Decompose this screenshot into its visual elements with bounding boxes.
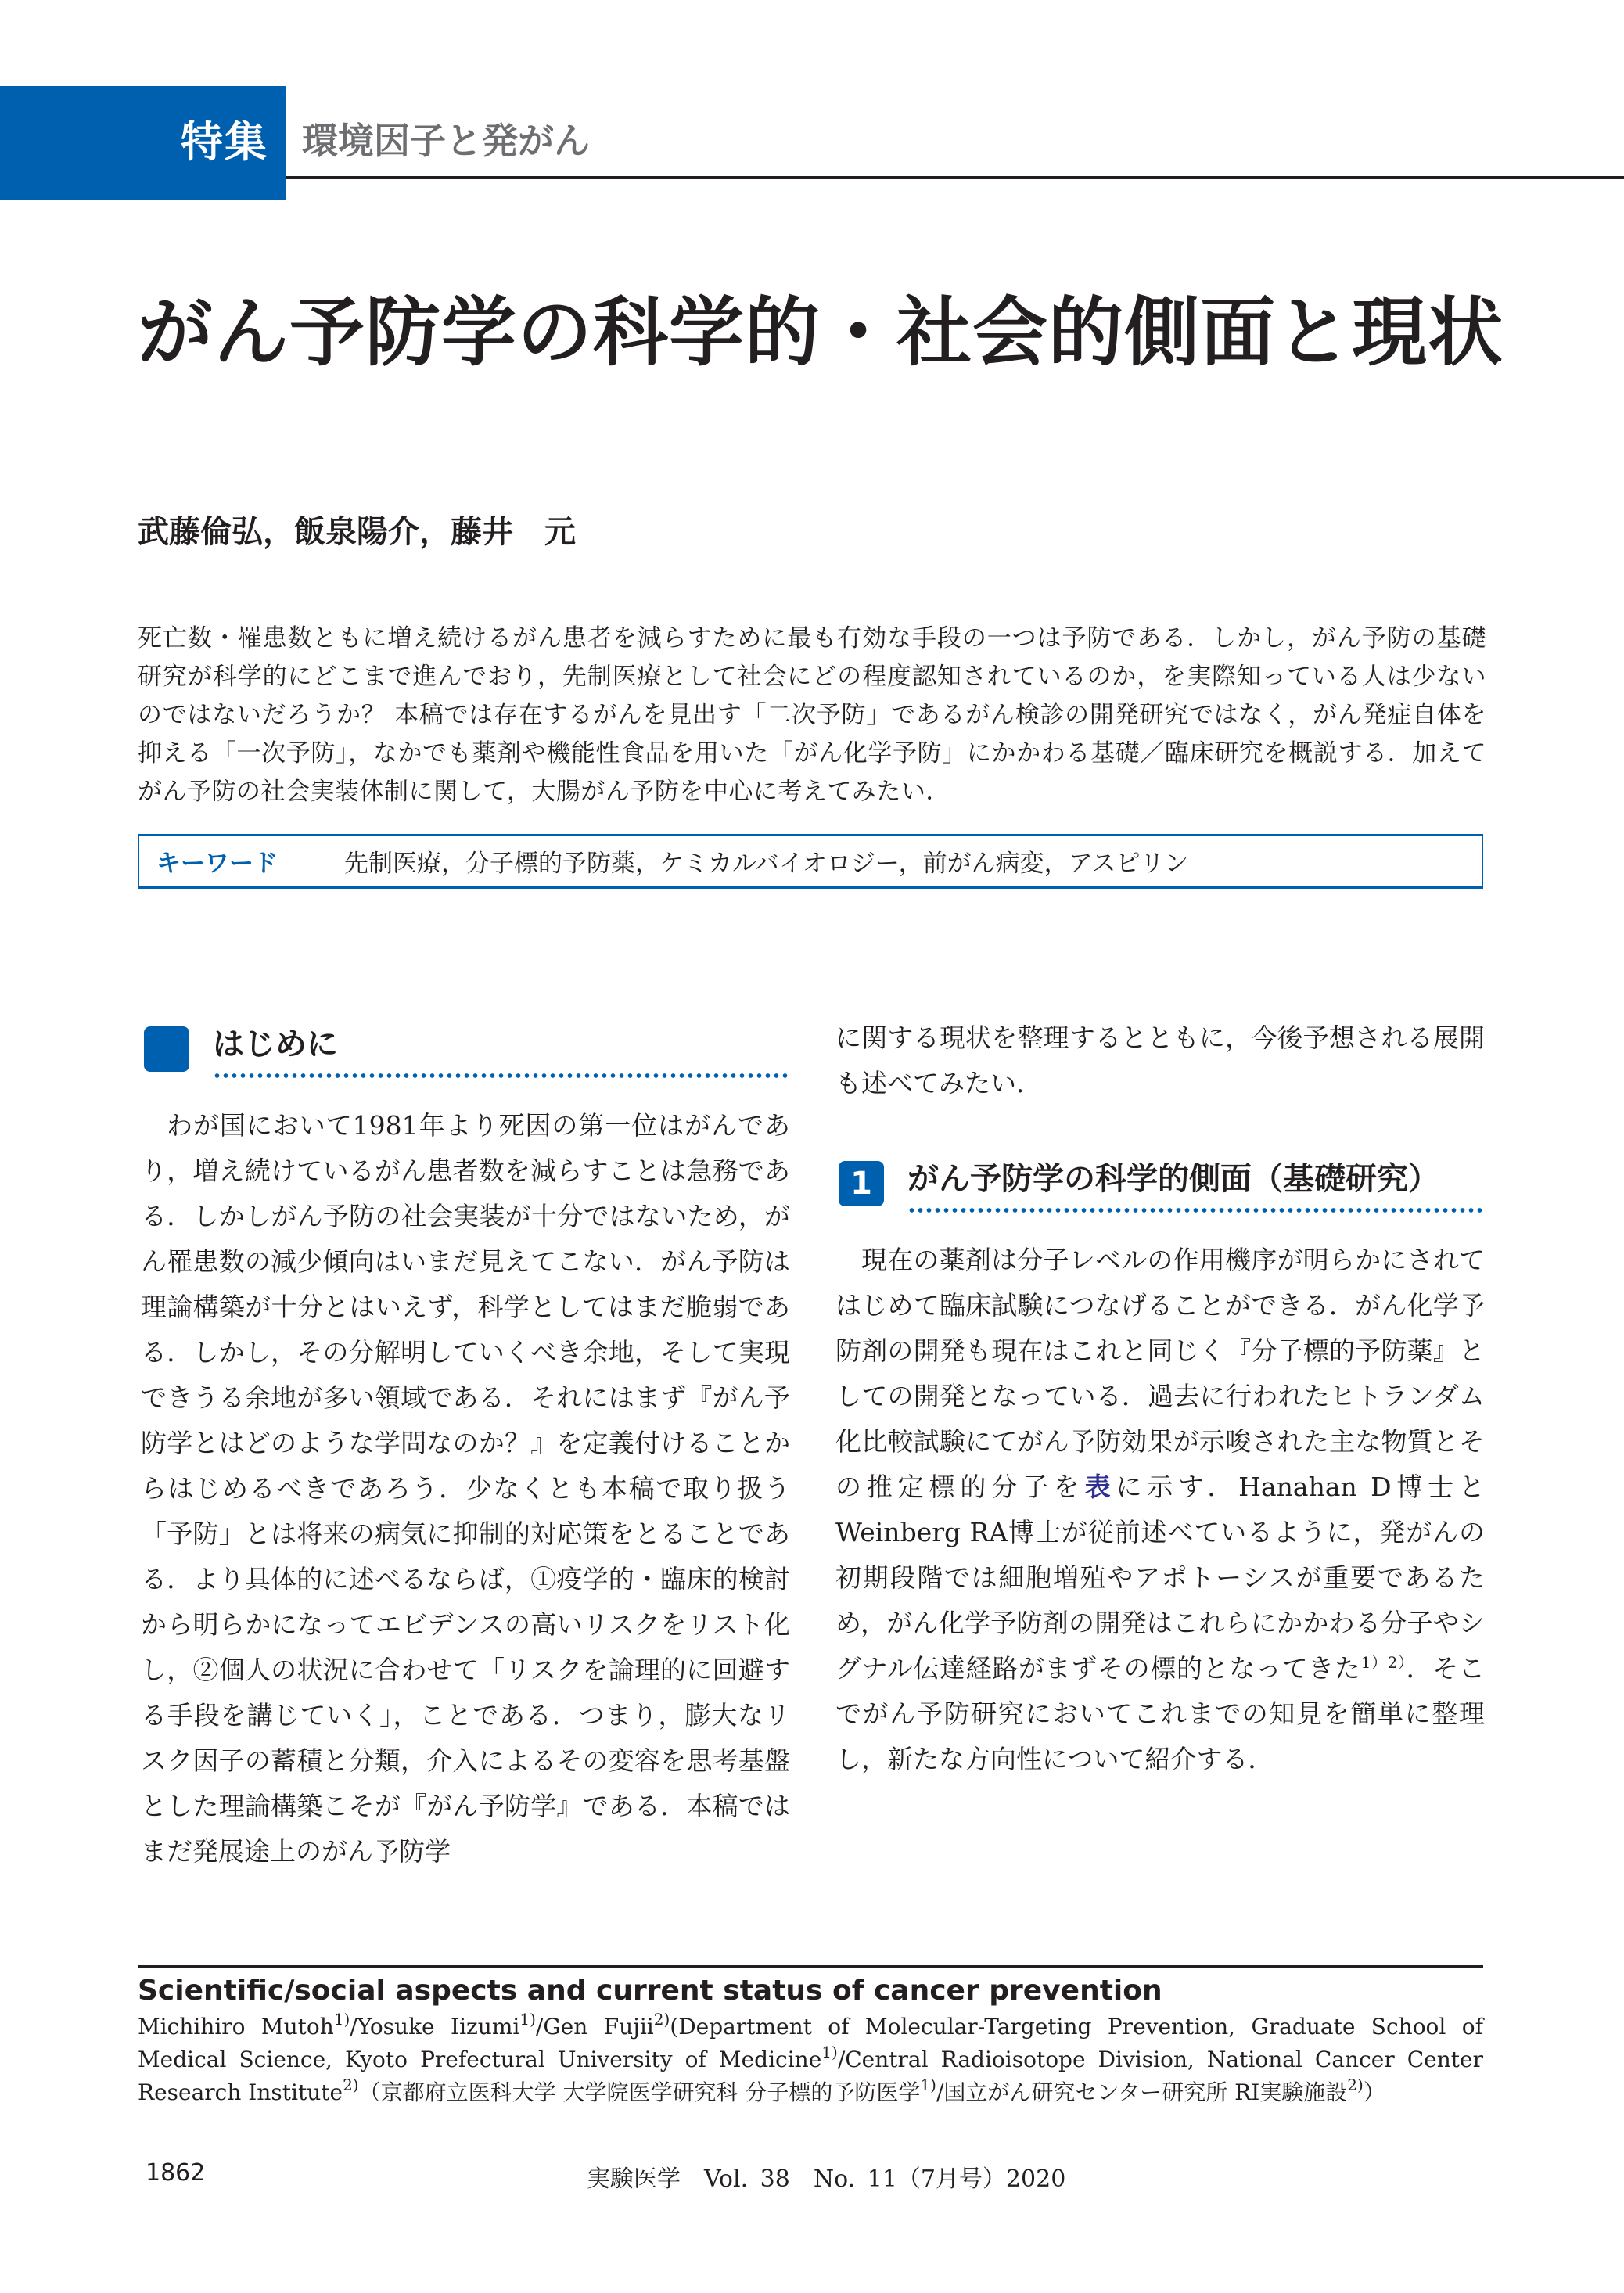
table-reference-link[interactable]: 表: [1084, 1472, 1116, 1502]
affiliation-text: ）: [1363, 2079, 1385, 2105]
english-affiliations: Michihiro Mutoh$^{1)}$/Yosuke Iizumi$^{1)}$/Gen Fujii$^{2)}$(Department of Molecular-Targeting Prevention, Graduate School of Medical Science, Kyoto Prefectural University of Medicine$^{1)}$/Central Radioisotope Division, National Cancer Center Research Institute$^{2)}$（京都府立医科大学 大学院医学研究科 分子標的予防医学$^{1)}$/国立がん研究センター研究所 RI実験施設$^{2)}$）: [138, 2010, 1483, 2105]
feature-label: 特集: [181, 117, 268, 167]
left-column: [141, 1017, 790, 1874]
keyword: ケミカルバイオロジー，: [659, 850, 923, 878]
text-run: 現在の薬剤は分子レベルの作用機序が明らかにされてはじめて臨床試験につなげることができる．がん化学予防剤の開発も現在はこれと同じく『分子標的予防薬』としての開発となっている．過去に行われたヒトランダム化比較試験にてがん予防効果が示唆された主な物質とその推定標的分子を: [835, 1245, 1486, 1502]
section-title: がん予防学の科学的側面（基礎研究）: [907, 1161, 1439, 1197]
article-title: がん予防学の科学的・社会的側面と現状: [138, 289, 1504, 376]
feature-label-block: [0, 86, 286, 200]
paragraph: [835, 1238, 1485, 1782]
affiliation-mark: 1): [519, 2010, 536, 2029]
affiliation-mark: 1): [821, 2043, 838, 2061]
section-body: [835, 1238, 1485, 1782]
right-column: [835, 1017, 1485, 1782]
header-divider: [286, 176, 1624, 179]
dotted-underline: [213, 1073, 790, 1078]
affiliation-mark: 1): [920, 2076, 936, 2094]
text-run: ．そこでがん予防研究においてこれまでの知見を簡単に整理し，新たな方向性について紹介する．: [835, 1653, 1485, 1774]
article-authors: 武藤倫弘，飯泉陽介，藤井 元: [138, 514, 576, 550]
section-heading-1: [835, 1152, 1485, 1214]
paragraph: に関する現状を整理するとともに，今後予想される展開も述べてみたい．: [835, 1023, 1485, 1098]
keyword: 前がん病変，: [922, 850, 1069, 878]
author-name: Michihiro Mutoh: [138, 2014, 334, 2040]
affiliation-text: /国立がん研究センター研究所 RI実験施設: [936, 2079, 1348, 2105]
affiliation-text: /Central Radioisotope Division, National Cancer Center Research Institute: [138, 2047, 1483, 2105]
paragraph: わが国において1981年より死因の第一位はがんであり，増え続けているがん患者数を減らすことは急務である．しかしがん予防の社会実装が十分ではないため，がん罹患数の減少傾向はいまだ見えてこない．がん予防は理論構築が十分とはいえず，科学としてはまだ脆弱である．しかし，その分解明していくべき余地，そして実現できうる余地が多い領域である．それにはまず『がん予防学とはどのような学問なのか？』を定義付けることからはじめるべきであろう．少なくとも本稿で取り扱う「予防」とは将来の病気に抑制的対応策をとることである．より具体的に述べるならば，①疫学的・臨床的検討から明らかになってエビデンスの高いリスクをリスト化し，②個人の状況に合わせて「リスクを論理的に回避する手段を講じていく」，ことである．つまり，膨大なリスク因子の蓄積と分類，介入によるその変容を思考基盤とした理論構築こそが『がん予防学』である．本稿ではまだ発展途上のがん予防学: [141, 1110, 791, 1867]
keyword-box: [138, 834, 1483, 889]
affiliation-mark: 2): [653, 2010, 670, 2029]
affiliation-mark: 1): [333, 2010, 350, 2029]
keyword: 分子標的予防薬，: [465, 850, 659, 878]
section-number-badge: 1: [839, 1161, 884, 1206]
text-run: に示す．Hanahan D博士と Weinberg RA博士が従前述べているように，発がんの初期段階では細胞増殖やアポトーシスが重要であるため，がん化学予防剤の開発はこれらにかかわる分子やシグナル伝達経路がまずその標的となってきた: [835, 1472, 1486, 1684]
keyword: アスピリン: [1068, 850, 1189, 878]
section-marker-square: [144, 1026, 189, 1072]
section-body-continued: [835, 1015, 1485, 1106]
affiliation-text: （京都府立医科大学 大学院医学研究科 分子標的予防医学: [358, 2079, 921, 2105]
feature-topic: 環境因子と発がん: [302, 120, 590, 162]
affiliation-mark: 2): [343, 2076, 359, 2094]
summary-divider: [138, 1965, 1483, 1968]
english-title: Scientific/social aspects and current status of cancer prevention: [138, 1975, 1162, 2007]
dotted-underline: [907, 1208, 1485, 1213]
journal-reference: 実験医学 Vol. 38 No. 11（7月号）2020: [587, 2165, 1066, 2193]
section-heading-intro: [141, 1017, 790, 1080]
author-name: Gen Fujii: [543, 2014, 654, 2040]
keyword-list: [344, 843, 1188, 879]
affiliation-text: (Department of Molecular-Targeting Prevention, Graduate School of Medical Science, Kyoto Prefectural University of Medicine: [138, 2014, 1483, 2072]
author-name: Yosuke Iizumi: [357, 2014, 520, 2040]
keyword: 先制医療，: [344, 850, 465, 878]
citation-ref[interactable]: 1）2）: [1360, 1653, 1407, 1672]
article-abstract: 死亡数・罹患数ともに増え続けるがん患者を減らすために最も有効な手段の一つは予防である．しかし，がん予防の基礎研究が科学的にどこまで進んでおり，先制医療として社会にどの程度認知されているのか，を実際知っている人は少ないのではないだろうか？ 本稿では存在するがんを見出す「二次予防」であるがん検診の開発研究ではなく，がん発症自体を抑える「一次予防」，なかでも薬剤や機能性食品を用いた「がん化学予防」にかかわる基礎／臨床研究を概説する．加えてがん予防の社会実装体制に関して，大腸がん予防を中心に考えてみたい．: [138, 624, 1486, 806]
affiliation-mark: 2): [1347, 2076, 1364, 2094]
keyword-label: キーワード: [156, 850, 278, 878]
page-number: 1862: [146, 2159, 206, 2187]
section-body: [141, 1103, 790, 1874]
section-title: はじめに: [213, 1026, 338, 1062]
